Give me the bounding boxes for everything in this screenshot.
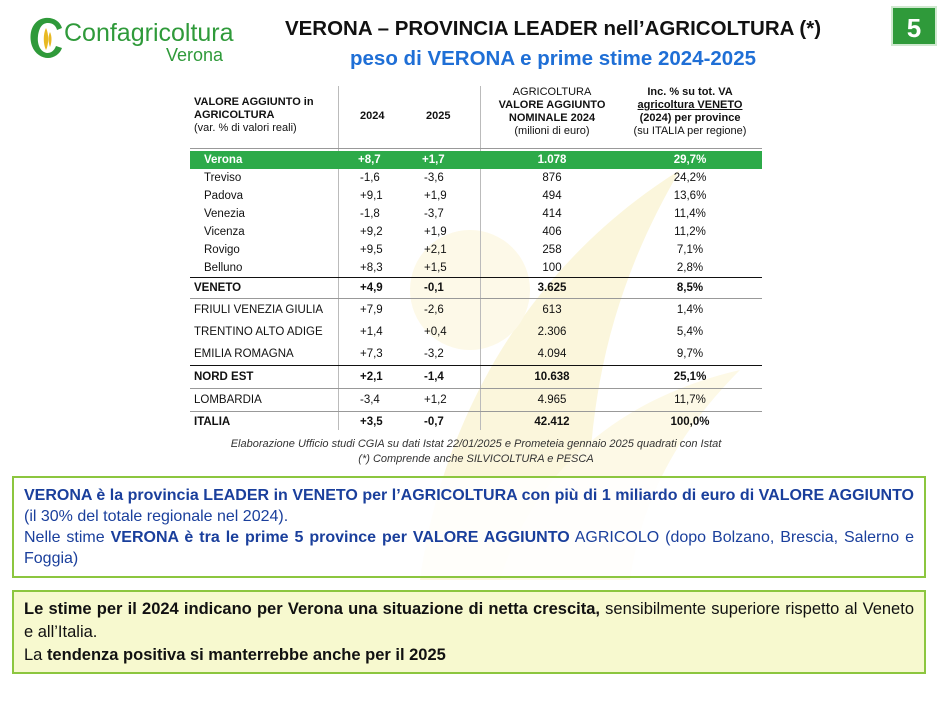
cell-2025: +1,9 — [424, 226, 447, 238]
header-label-2: AGRICOLTURA — [194, 109, 275, 121]
wheat-logo-icon — [26, 14, 64, 62]
table-header — [190, 86, 762, 149]
cell-name: ITALIA — [194, 416, 231, 428]
cell-va: 613 — [542, 304, 562, 316]
cell-va: 414 — [542, 208, 562, 220]
cell-name: FRIULI VENEZIA GIULIA — [194, 304, 324, 316]
cell-2024: -1,6 — [360, 172, 380, 184]
cell-2024: +3,5 — [360, 416, 383, 428]
table-row-verona — [190, 151, 762, 169]
cell-name: EMILIA ROMAGNA — [194, 348, 294, 360]
table-row — [190, 241, 762, 259]
table-row — [190, 205, 762, 223]
cell-va: 4.965 — [537, 394, 567, 406]
box2-text: La — [24, 646, 47, 664]
cell-inc: 11,7% — [674, 394, 706, 406]
cell-inc: 13,6% — [673, 190, 707, 202]
header-inc-3: (2024) per province — [639, 112, 741, 124]
cell-inc: 7,1% — [676, 244, 704, 256]
cell-va: 4.094 — [537, 348, 567, 360]
table-row-veneto — [190, 277, 762, 299]
header-label-3: (var. % di valori reali) — [194, 122, 297, 134]
cell-name: Padova — [204, 190, 244, 202]
box1-paragraph-2 — [24, 527, 914, 569]
highlight-box-2 — [12, 590, 926, 674]
cell-2025: -0,7 — [424, 416, 444, 428]
cell-2024: +4,9 — [360, 282, 383, 294]
cell-inc: 11,4% — [674, 208, 706, 220]
cell-2024: +8,3 — [360, 262, 383, 274]
header-va-3: NOMINALE 2024 — [508, 112, 596, 124]
source-note — [130, 437, 822, 467]
header-inc-4: (su ITALIA per regione) — [633, 125, 747, 137]
box1-text: AGRICOLO (dopo Bolzano, Brescia, Salerno e Foggia) — [24, 529, 915, 567]
header-va-4: (milioni di euro) — [514, 125, 590, 137]
table-row — [190, 187, 762, 205]
brand-logo — [20, 12, 235, 67]
table-row — [190, 223, 762, 241]
cell-2024: +1,4 — [360, 326, 383, 338]
box1-text: Nelle stime — [24, 529, 111, 546]
cell-2025: -3,7 — [424, 208, 444, 220]
cell-name: Rovigo — [204, 244, 240, 256]
cell-2024: +9,1 — [360, 190, 383, 202]
cell-2025: -1,4 — [424, 371, 444, 383]
box1-bold: VERONA è tra le prime 5 province per VALORE AGGIUNTO — [110, 529, 570, 546]
header-2025: 2025 — [426, 110, 451, 122]
brand-name: Confagricoltura — [64, 19, 234, 47]
cell-name: Venezia — [204, 208, 245, 220]
header-inc-2-text: agricoltura VENETO — [637, 99, 743, 111]
header-inc-1: Inc. % su tot. VA — [647, 86, 733, 98]
cell-2025: -2,6 — [424, 304, 444, 316]
cell-2025: +1,2 — [424, 394, 447, 406]
cell-2025: +1,9 — [424, 190, 447, 202]
cell-2025: +0,4 — [424, 326, 447, 338]
slide-number-badge: 5 — [891, 6, 937, 46]
cell-va: 3.625 — [537, 282, 567, 294]
cell-inc: 8,5% — [676, 282, 704, 294]
cell-inc: 1,4% — [676, 304, 704, 316]
data-table — [190, 86, 762, 432]
box2-bold: Le stime per il 2024 indicano per Verona una situazione di netta crescita, — [24, 600, 600, 618]
box2-text: sensibilmente superiore rispetto al Veneto e all’Italia. — [24, 600, 914, 641]
page-title: VERONA – PROVINCIA LEADER nell’AGRICOLTURA (*) — [284, 17, 822, 40]
cell-va: 494 — [542, 190, 562, 202]
cell-name: Vicenza — [204, 226, 245, 238]
table-row — [190, 259, 762, 277]
page-subtitle: peso di VERONA e prime stime 2024-2025 — [350, 47, 756, 70]
cell-name: VENETO — [194, 282, 242, 294]
cell-2024: +7,9 — [360, 304, 383, 316]
cell-2025: +2,1 — [424, 244, 447, 256]
box1-bold: VERONA è la provincia LEADER in VENETO per l’AGRICOLTURA con più di 1 miliardo di euro di VALORE AGGIUNTO — [24, 487, 914, 504]
cell-name: Treviso — [204, 172, 242, 184]
table-row — [190, 389, 762, 412]
footnote-line: (*) Comprende anche SILVICOLTURA e PESCA — [358, 453, 594, 465]
cell-va: 406 — [542, 226, 562, 238]
cell-2024: +2,1 — [360, 371, 383, 383]
header-va-2: VALORE AGGIUNTO — [498, 99, 606, 111]
cell-name: Belluno — [204, 262, 243, 274]
cell-name: TRENTINO ALTO ADIGE — [194, 326, 323, 338]
cell-2024: +9,5 — [360, 244, 383, 256]
cell-2024: +9,2 — [360, 226, 383, 238]
table-row-nord-est — [190, 365, 762, 389]
cell-va: 2.306 — [537, 326, 567, 338]
cell-inc: 5,4% — [676, 326, 704, 338]
cell-inc: 25,1% — [673, 371, 707, 383]
cell-name: NORD EST — [194, 371, 254, 383]
header-2024: 2024 — [360, 110, 385, 122]
cell-name: LOMBARDIA — [194, 394, 262, 406]
table-row — [190, 343, 762, 365]
cell-2024: +7,3 — [360, 348, 383, 360]
cell-inc: 11,2% — [674, 226, 706, 238]
table-row — [190, 299, 762, 321]
header-label-1: VALORE AGGIUNTO in — [194, 96, 314, 108]
table-row — [190, 169, 762, 187]
header-va-1: AGRICOLTURA — [512, 86, 592, 98]
cell-name: Verona — [204, 154, 243, 166]
table-row-italia — [190, 412, 762, 432]
cell-inc: 9,7% — [676, 348, 704, 360]
box2-paragraph-2 — [24, 644, 914, 667]
cell-2024: +8,7 — [358, 154, 381, 166]
cell-inc: 24,2% — [673, 172, 707, 184]
cell-va: 876 — [542, 172, 562, 184]
cell-2025: -3,2 — [424, 348, 444, 360]
header-inc-2 — [618, 99, 762, 112]
box2-paragraph-1 — [24, 598, 914, 644]
cell-2025: +1,7 — [422, 154, 445, 166]
brand-subtitle: Verona — [166, 45, 224, 65]
cell-2024: -1,8 — [360, 208, 380, 220]
cell-inc: 29,7% — [673, 154, 707, 166]
cell-2025: -0,1 — [424, 282, 444, 294]
source-line: Elaborazione Ufficio studi CGIA su dati Istat 22/01/2025 e Prometeia gennaio 2025 quadrati con Istat — [230, 438, 722, 450]
cell-inc: 2,8% — [676, 262, 704, 274]
box1-text: (il 30% del totale regionale nel 2024). — [24, 508, 289, 525]
cell-2025: +1,5 — [424, 262, 447, 274]
table-row — [190, 321, 762, 343]
box2-bold: tendenza positiva si manterrebbe anche per il 2025 — [46, 646, 446, 664]
highlight-box-1 — [12, 476, 926, 578]
cell-inc: 100,0% — [670, 416, 710, 428]
cell-2025: -3,6 — [424, 172, 444, 184]
box1-paragraph-1 — [24, 485, 914, 527]
cell-va: 100 — [542, 262, 562, 274]
cell-2024: -3,4 — [360, 394, 380, 406]
cell-va: 258 — [542, 244, 562, 256]
cell-va: 1.078 — [537, 154, 567, 166]
cell-va: 10.638 — [534, 371, 570, 383]
cell-va: 42.412 — [534, 416, 570, 428]
